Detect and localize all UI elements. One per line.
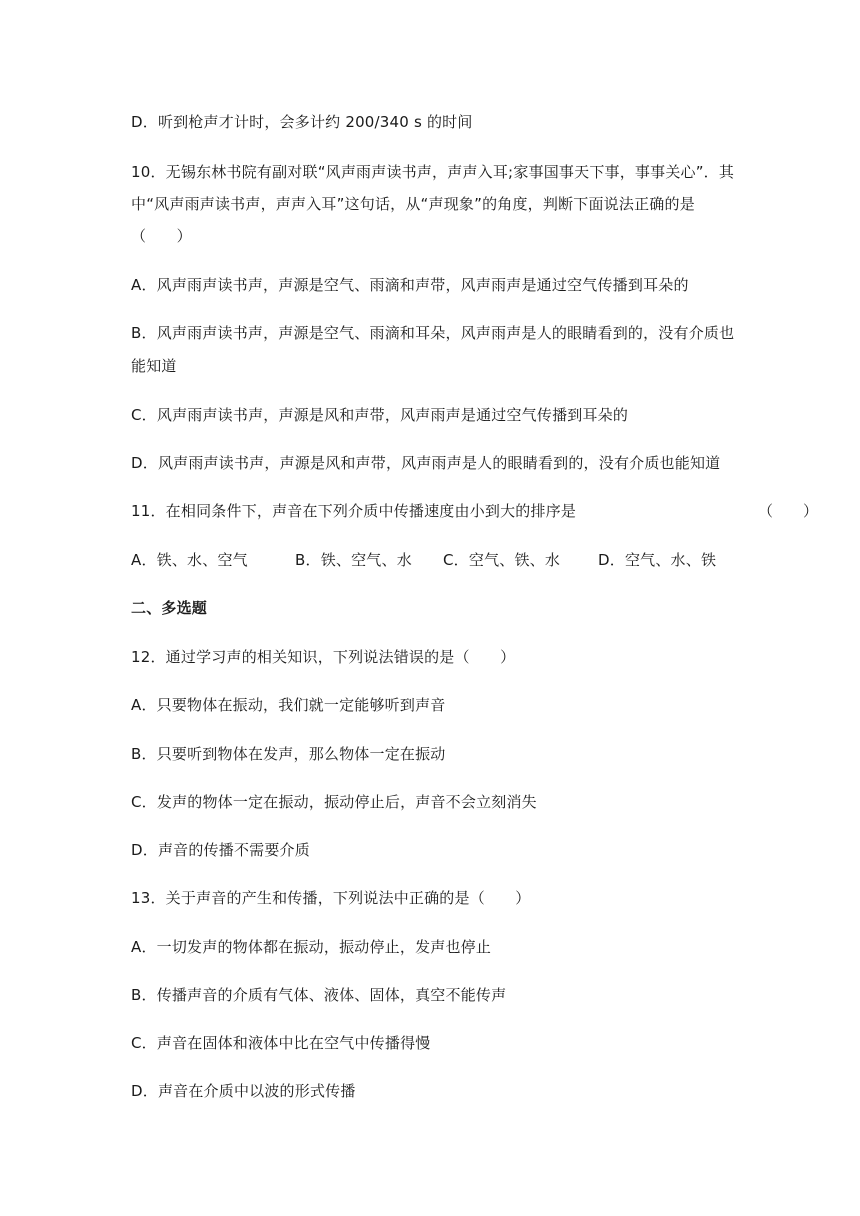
q10-option-a: A．风声雨声读书声，声源是空气、雨滴和声带，风声雨声是通过空气传播到耳朵的 (131, 276, 689, 294)
q13-stem: 13．关于声音的产生和传播，下列说法中正确的是（ ） (131, 889, 531, 907)
q13-option-b: B．传播声音的介质有气体、液体、固体，真空不能传声 (131, 986, 507, 1004)
q11-option-d: D．空气、水、铁 (598, 551, 717, 569)
q11-option-c: C．空气、铁、水 (443, 551, 561, 569)
q13-option-c: C．声音在固体和液体中比在空气中传播得慢 (131, 1034, 431, 1052)
q10-option-b-line1: B．风声雨声读书声，声源是空气、雨滴和耳朵，风声雨声是人的眼睛看到的，没有介质也 (131, 324, 735, 342)
q11-option-b: B．铁、空气、水 (295, 551, 412, 569)
q10-stem-line2: 中“风声雨声读书声，声声入耳”这句话，从“声现象”的角度，判断下面说法正确的是 (131, 195, 695, 213)
q12-stem: 12．通过学习声的相关知识，下列说法错误的是（ ） (131, 648, 516, 666)
q11-option-a: A．铁、水、空气 (131, 551, 248, 569)
q10-option-b-line2: 能知道 (131, 357, 177, 375)
q10-stem-line1: 10．无锡东林书院有副对联“风声雨声读书声，声声入耳;家事国事天下事，事事关心”．其 (131, 163, 735, 181)
q10-option-d: D．风声雨声读书声，声源是风和声带，风声雨声是人的眼睛看到的，没有介质也能知道 (131, 454, 721, 472)
q12-option-c: C．发声的物体一定在振动，振动停止后，声音不会立刻消失 (131, 793, 537, 811)
q10-option-c: C．风声雨声读书声，声源是风和声带，风声雨声是通过空气传播到耳朵的 (131, 406, 629, 424)
q11-stem: 11．在相同条件下，声音在下列介质中传播速度由小到大的排序是 (131, 502, 577, 520)
section-heading: 二、多选题 (131, 599, 208, 617)
q11-answer-paren: （ ） (758, 502, 819, 520)
q12-option-b: B．只要听到物体在发声，那么物体一定在振动 (131, 745, 446, 763)
q10-stem-line3: （ ） (131, 227, 192, 245)
q11-options (131, 550, 716, 570)
q13-option-a: A．一切发声的物体都在振动，振动停止，发声也停止 (131, 938, 492, 956)
q9-option-d: D．听到枪声才计时，会多计约 200/340 s 的时间 (131, 113, 473, 131)
q12-option-a: A．只要物体在振动，我们就一定能够听到声音 (131, 696, 446, 714)
q12-option-d: D．声音的传播不需要介质 (131, 841, 310, 859)
q13-option-d: D．声音在介质中以波的形式传播 (131, 1082, 356, 1100)
